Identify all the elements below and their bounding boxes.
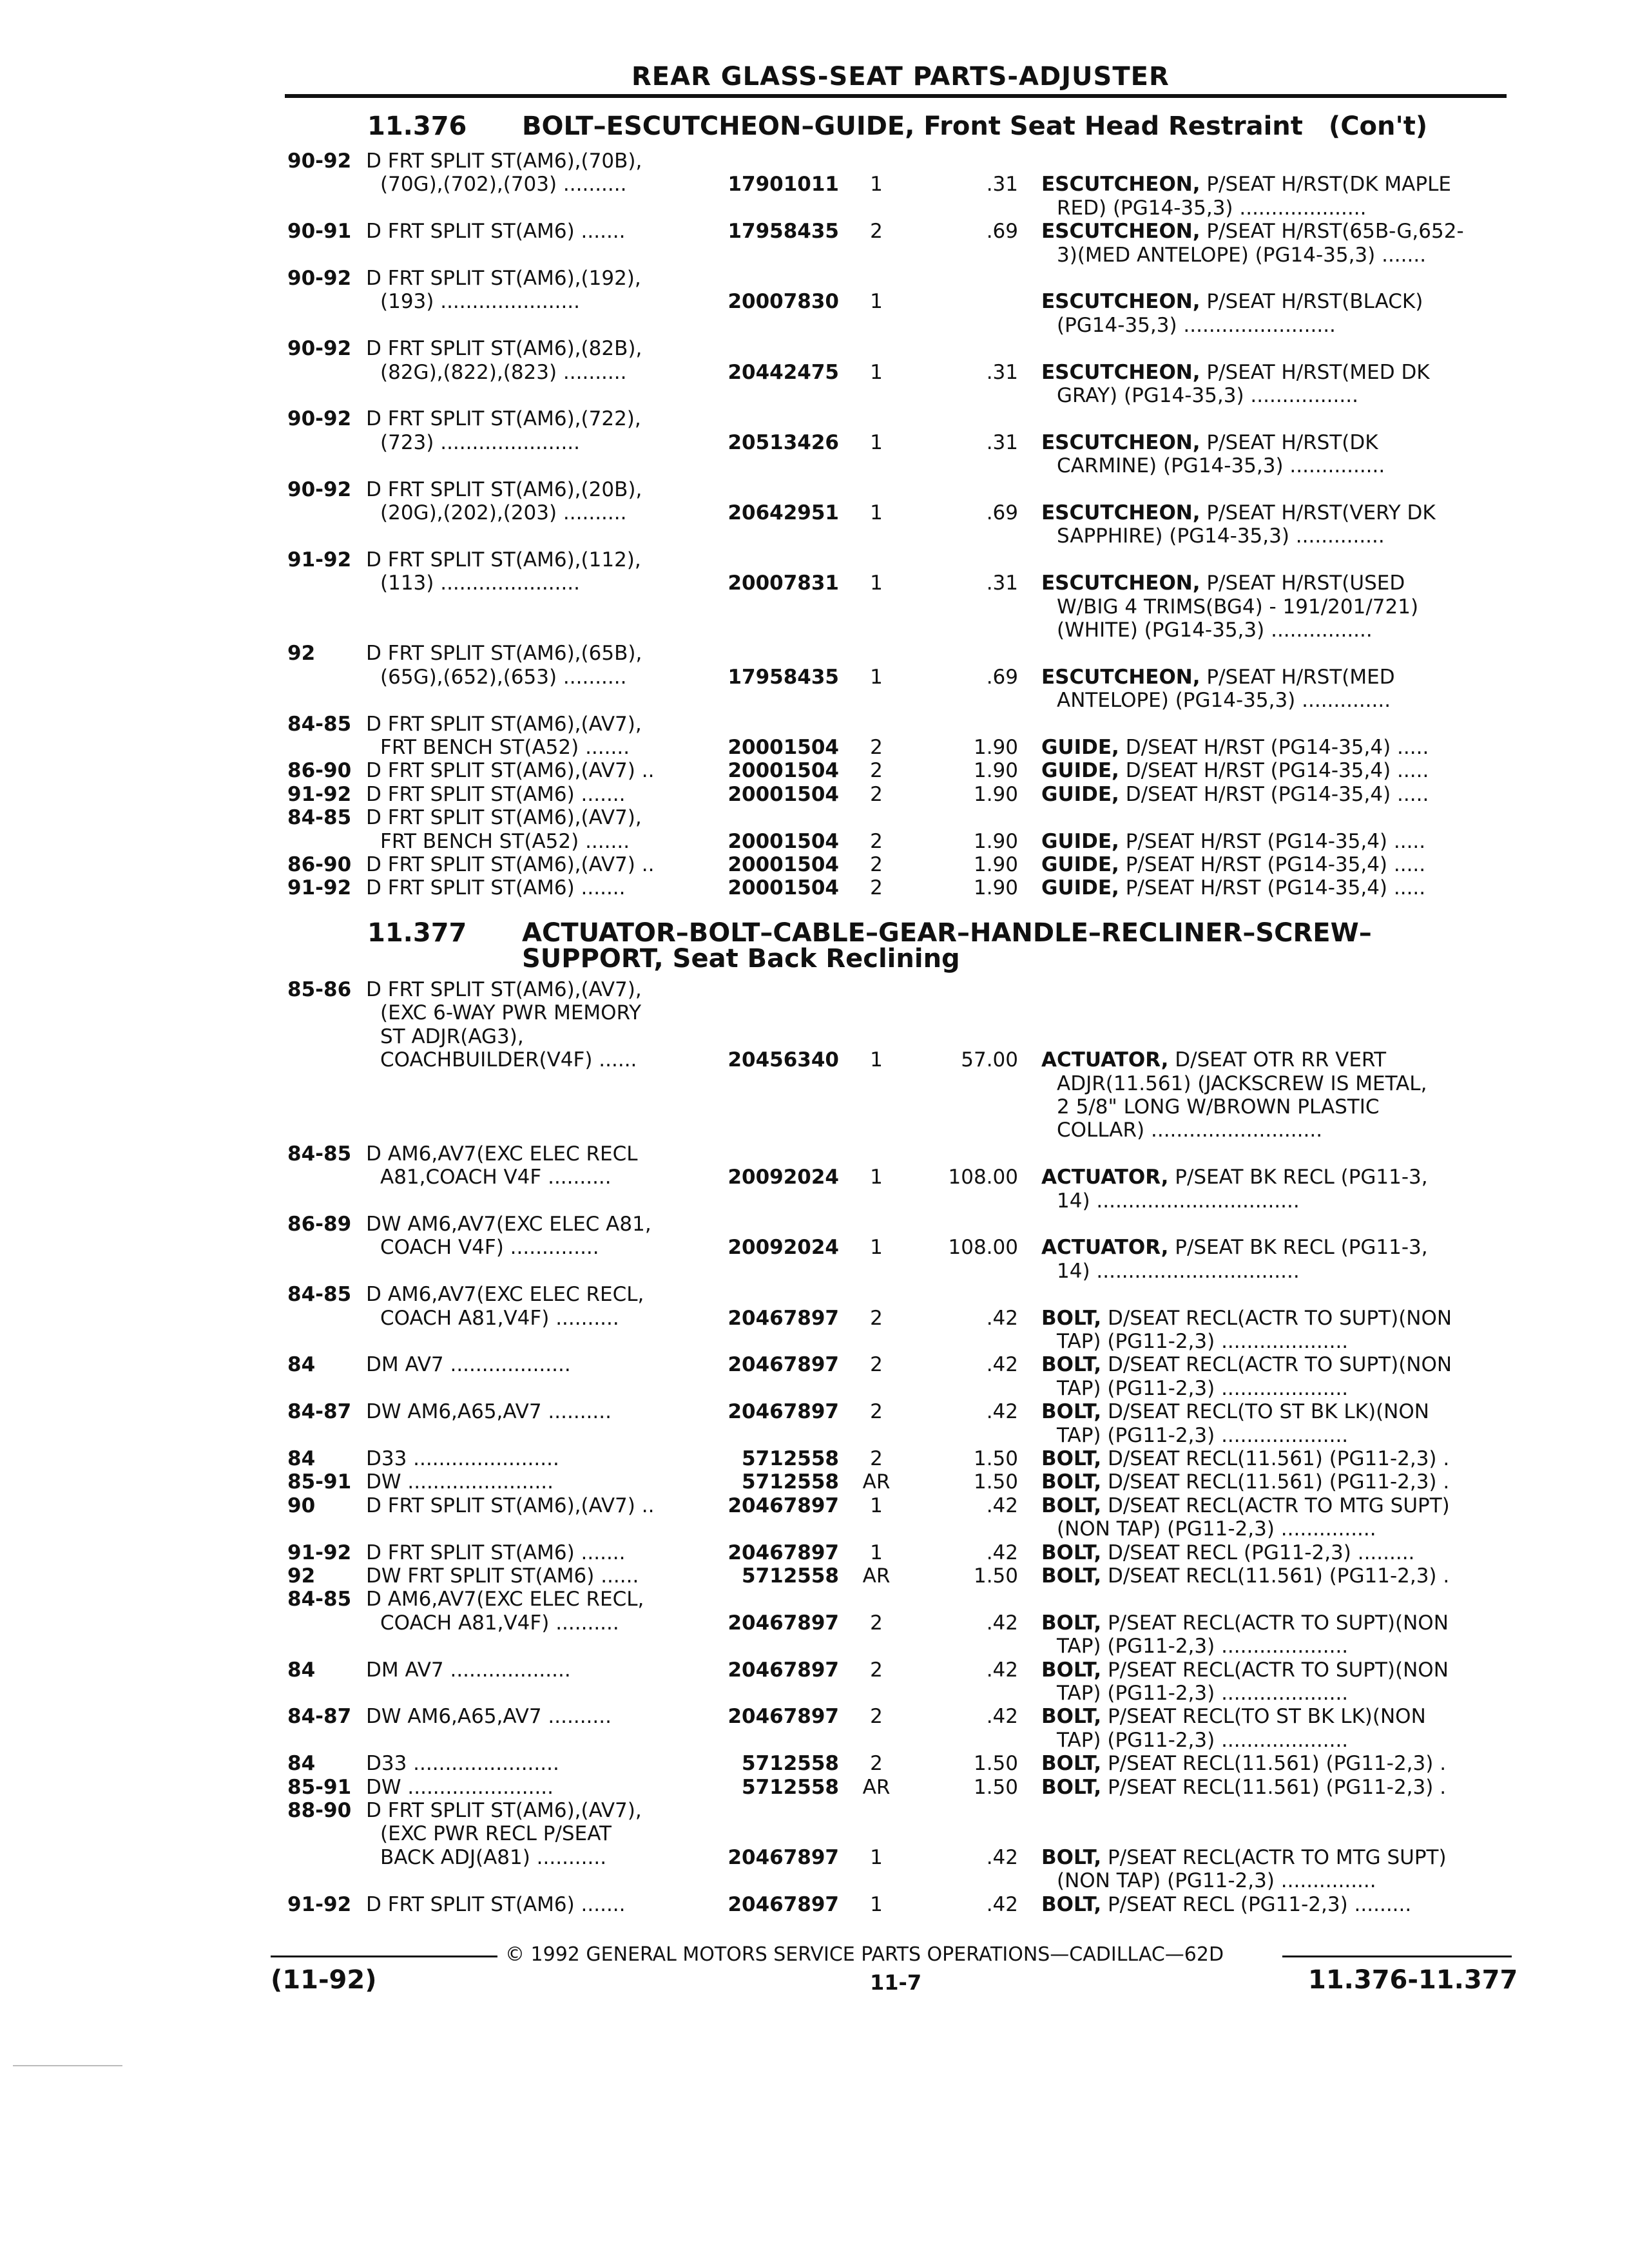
page-title: REAR GLASS-SEAT PARTS-ADJUSTER: [631, 62, 1170, 91]
part-name: BOLT, D/SEAT RECL(TO ST BK LK)(NON: [1041, 1400, 1429, 1424]
part-number: 20001504: [728, 829, 839, 853]
part-name: ACTUATOR, P/SEAT BK RECL (PG11-3,: [1041, 1236, 1428, 1260]
part-type: GUIDE,: [1041, 853, 1119, 876]
part-number: 20001504: [728, 853, 839, 876]
part-type: BOLT,: [1041, 1845, 1102, 1869]
part-name: BOLT, P/SEAT RECL(ACTR TO MTG SUPT): [1041, 1845, 1447, 1869]
year-range: 92: [287, 642, 316, 666]
quantity: AR: [862, 1470, 891, 1494]
price: .42: [986, 1658, 1018, 1682]
part-type: BOLT,: [1041, 1611, 1102, 1635]
part-name: ESCUTCHEON, P/SEAT H/RST(BLACK): [1041, 290, 1423, 314]
quantity: 2: [870, 829, 883, 853]
quantity: 1: [870, 1541, 883, 1564]
quantity: 1: [870, 1845, 883, 1869]
part-number: 20467897: [728, 1845, 839, 1869]
part-number: 5712558: [742, 1775, 839, 1799]
part-name: BOLT, P/SEAT RECL(ACTR TO SUPT)(NON: [1041, 1611, 1449, 1635]
part-name: BOLT, D/SEAT RECL (PG11-2,3) .........: [1041, 1541, 1415, 1564]
year-range: 84: [287, 1353, 316, 1377]
price: 1.90: [973, 876, 1018, 900]
part-number: 20467897: [728, 1306, 839, 1330]
price: .42: [986, 1400, 1018, 1424]
price: .42: [986, 1306, 1018, 1330]
part-number: 5712558: [742, 1752, 839, 1776]
price: 1.50: [973, 1564, 1018, 1588]
price: .31: [986, 360, 1018, 384]
quantity: 1: [870, 572, 883, 595]
part-name-continued: GRAY) (PG14-35,3) .................: [1057, 384, 1358, 407]
part-name: ESCUTCHEON, P/SEAT H/RST(VERY DK: [1041, 501, 1436, 524]
application-description: (20G),(202),(203) ..........: [380, 501, 627, 524]
part-number: 20467897: [728, 1705, 839, 1729]
section-title: BOLT–ESCUTCHEON–GUIDE, Front Seat Head Restraint: [522, 111, 1303, 141]
quantity: 2: [870, 1705, 883, 1729]
part-name: ACTUATOR, D/SEAT OTR RR VERT: [1041, 1048, 1387, 1072]
part-number: 17958435: [728, 665, 839, 689]
year-range: 84-85: [287, 806, 352, 830]
part-name-continued: RED) (PG14-35,3) ....................: [1057, 196, 1367, 220]
price: .42: [986, 1705, 1018, 1729]
price: 1.50: [973, 1470, 1018, 1494]
part-type: ESCUTCHEON,: [1041, 360, 1200, 384]
part-name: ESCUTCHEON, P/SEAT H/RST(MED: [1041, 665, 1395, 689]
application-description: D FRT SPLIT ST(AM6) .......: [366, 782, 626, 806]
price: .31: [986, 572, 1018, 595]
part-type: BOLT,: [1041, 1752, 1102, 1776]
quantity: 1: [870, 173, 883, 197]
part-name-continued: COLLAR) ...........................: [1057, 1119, 1323, 1142]
part-type: GUIDE,: [1041, 759, 1119, 783]
quantity: 1: [870, 430, 883, 454]
part-number: 20467897: [728, 1892, 839, 1916]
section-number: 11.377: [367, 918, 467, 948]
application-description: DW .......................: [366, 1775, 554, 1799]
price: .42: [986, 1892, 1018, 1916]
part-name: ESCUTCHEON, P/SEAT H/RST(USED: [1041, 572, 1405, 595]
part-name: GUIDE, D/SEAT H/RST (PG14-35,4) .....: [1041, 759, 1429, 783]
application-description: D FRT SPLIT ST(AM6) .......: [366, 876, 626, 900]
part-number: 17901011: [728, 173, 839, 197]
part-name-continued: 2 5/8" LONG W/BROWN PLASTIC: [1057, 1095, 1380, 1119]
application-description: D FRT SPLIT ST(AM6),(AV7),: [366, 1799, 642, 1822]
part-number: 20467897: [728, 1611, 839, 1635]
price: 1.90: [973, 736, 1018, 759]
price: 1.50: [973, 1752, 1018, 1776]
price: 57.00: [961, 1048, 1018, 1072]
application-description: D FRT SPLIT ST(AM6) .......: [366, 1892, 626, 1916]
part-name: BOLT, D/SEAT RECL(ACTR TO MTG SUPT): [1041, 1494, 1450, 1517]
footer-page-number: 11-7: [870, 1970, 922, 1995]
part-name-continued: 3)(MED ANTELOPE) (PG14-35,3) .......: [1057, 243, 1427, 267]
application-description: D AM6,AV7(EXC ELEC RECL,: [366, 1283, 644, 1307]
part-number: 20001504: [728, 759, 839, 783]
section-title-line2: SUPPORT, Seat Back Reclining: [522, 944, 960, 974]
part-name-continued: (NON TAP) (PG11-2,3) ...............: [1057, 1869, 1376, 1893]
application-description: D FRT SPLIT ST(AM6) .......: [366, 220, 626, 244]
part-name-continued: TAP) (PG11-2,3) ....................: [1057, 1423, 1349, 1447]
scan-artifact: [13, 2065, 122, 2066]
part-name-continued: 14) ................................: [1057, 1259, 1300, 1283]
part-type: ESCUTCHEON,: [1041, 665, 1200, 689]
part-name-continued: 14) ................................: [1057, 1189, 1300, 1213]
year-range: 92: [287, 1564, 316, 1588]
part-name-continued: TAP) (PG11-2,3) ....................: [1057, 1635, 1349, 1658]
year-range: 90: [287, 1494, 316, 1517]
application-description: D FRT SPLIT ST(AM6),(82B),: [366, 337, 642, 361]
application-description: FRT BENCH ST(A52) .......: [380, 829, 630, 853]
application-description: COACH A81,V4F) ..........: [380, 1306, 619, 1330]
application-description: (65G),(652),(653) ..........: [380, 665, 627, 689]
part-type: ACTUATOR,: [1041, 1236, 1169, 1260]
part-type: BOLT,: [1041, 1353, 1102, 1377]
year-range: 91-92: [287, 876, 352, 900]
part-name: BOLT, D/SEAT RECL(ACTR TO SUPT)(NON: [1041, 1353, 1452, 1377]
price: .42: [986, 1541, 1018, 1564]
part-number: 20467897: [728, 1353, 839, 1377]
part-name: BOLT, P/SEAT RECL(TO ST BK LK)(NON: [1041, 1705, 1426, 1729]
application-description: D FRT SPLIT ST(AM6),(AV7),: [366, 712, 642, 736]
footer-copyright: © 1992 GENERAL MOTORS SERVICE PARTS OPERATIONS—CADILLAC—62D: [505, 1943, 1224, 1966]
application-description: A81,COACH V4F ..........: [380, 1166, 612, 1189]
year-range: 84-85: [287, 712, 352, 736]
quantity: 2: [870, 876, 883, 900]
part-name: BOLT, P/SEAT RECL(11.561) (PG11-2,3) .: [1041, 1775, 1447, 1799]
application-description: D33 .......................: [366, 1447, 559, 1470]
part-number: 20467897: [728, 1400, 839, 1424]
application-description: (70G),(702),(703) ..........: [380, 173, 627, 197]
part-name-continued: (PG14-35,3) ........................: [1057, 313, 1336, 337]
part-name: BOLT, D/SEAT RECL(11.561) (PG11-2,3) .: [1041, 1447, 1450, 1470]
quantity: 1: [870, 360, 883, 384]
quantity: 2: [870, 1658, 883, 1682]
application-description: DW .......................: [366, 1470, 554, 1494]
part-type: ESCUTCHEON,: [1041, 501, 1200, 524]
application-description: D FRT SPLIT ST(AM6),(722),: [366, 407, 641, 431]
year-range: 84-85: [287, 1142, 352, 1166]
price: .69: [986, 501, 1018, 524]
quantity: 1: [870, 501, 883, 524]
quantity: 2: [870, 736, 883, 759]
part-number: 5712558: [742, 1564, 839, 1588]
part-type: ESCUTCHEON,: [1041, 572, 1200, 595]
year-range: 91-92: [287, 548, 352, 572]
part-name: BOLT, D/SEAT RECL(ACTR TO SUPT)(NON: [1041, 1306, 1452, 1330]
year-range: 88-90: [287, 1799, 352, 1822]
price: .42: [986, 1494, 1018, 1517]
application-description: D FRT SPLIT ST(AM6),(65B),: [366, 642, 642, 666]
application-description: D FRT SPLIT ST(AM6),(AV7) ..: [366, 853, 655, 876]
price: .42: [986, 1353, 1018, 1377]
part-type: ACTUATOR,: [1041, 1166, 1169, 1189]
part-type: GUIDE,: [1041, 736, 1119, 759]
quantity: 2: [870, 1447, 883, 1470]
quantity: 2: [870, 759, 883, 783]
application-description: COACHBUILDER(V4F) ......: [380, 1048, 637, 1072]
year-range: 84-85: [287, 1588, 352, 1611]
year-range: 84-87: [287, 1400, 352, 1424]
part-type: BOLT,: [1041, 1494, 1102, 1517]
year-range: 86-90: [287, 853, 352, 876]
part-name-continued: TAP) (PG11-2,3) ....................: [1057, 1728, 1349, 1752]
application-description: DM AV7 ...................: [366, 1353, 571, 1377]
quantity: 1: [870, 665, 883, 689]
application-description: D FRT SPLIT ST(AM6),(70B),: [366, 149, 642, 173]
quantity: 2: [870, 782, 883, 806]
part-type: GUIDE,: [1041, 829, 1119, 853]
part-type: BOLT,: [1041, 1400, 1102, 1424]
part-number: 17958435: [728, 220, 839, 244]
year-range: 90-92: [287, 267, 352, 290]
part-number: 20513426: [728, 430, 839, 454]
part-number: 20001504: [728, 782, 839, 806]
price: .31: [986, 430, 1018, 454]
part-number: 20092024: [728, 1166, 839, 1189]
part-number: 20001504: [728, 876, 839, 900]
year-range: 86-89: [287, 1213, 352, 1236]
application-description: COACH A81,V4F) ..........: [380, 1611, 619, 1635]
part-type: ESCUTCHEON,: [1041, 220, 1200, 244]
part-name-continued: W/BIG 4 TRIMS(BG4) - 191/201/721): [1057, 595, 1419, 619]
part-name: ACTUATOR, P/SEAT BK RECL (PG11-3,: [1041, 1166, 1428, 1189]
application-description: (82G),(822),(823) ..........: [380, 360, 627, 384]
part-name-continued: (WHITE) (PG14-35,3) ................: [1057, 619, 1373, 642]
part-name-continued: TAP) (PG11-2,3) ....................: [1057, 1682, 1349, 1705]
section-cont: (Con't): [1328, 111, 1428, 141]
part-name-continued: TAP) (PG11-2,3) ....................: [1057, 1376, 1349, 1400]
part-number: 20092024: [728, 1236, 839, 1260]
application-description: D FRT SPLIT ST(AM6),(AV7),: [366, 806, 642, 830]
year-range: 84: [287, 1447, 316, 1470]
year-range: 91-92: [287, 1892, 352, 1916]
part-number: 20456340: [728, 1048, 839, 1072]
part-type: ACTUATOR,: [1041, 1048, 1169, 1072]
part-number: 20442475: [728, 360, 839, 384]
part-name: GUIDE, D/SEAT H/RST (PG14-35,4) .....: [1041, 782, 1429, 806]
application-description: DW FRT SPLIT ST(AM6) ......: [366, 1564, 639, 1588]
application-description: (EXC 6-WAY PWR MEMORY: [380, 1001, 642, 1025]
part-name: GUIDE, D/SEAT H/RST (PG14-35,4) .....: [1041, 736, 1429, 759]
year-range: 90-91: [287, 220, 352, 244]
year-range: 84: [287, 1752, 316, 1776]
price: .69: [986, 665, 1018, 689]
section-title-line1: ACTUATOR–BOLT–CABLE–GEAR–HANDLE–RECLINER–SCREW–: [522, 918, 1372, 948]
quantity: 2: [870, 1353, 883, 1377]
header-rule: [285, 94, 1507, 98]
application-description: (723) ......................: [380, 430, 580, 454]
quantity: 1: [870, 1166, 883, 1189]
application-description: (113) ......................: [380, 572, 580, 595]
year-range: 85-91: [287, 1470, 352, 1494]
year-range: 84-87: [287, 1705, 352, 1729]
part-type: BOLT,: [1041, 1705, 1102, 1729]
quantity: 1: [870, 290, 883, 314]
application-description: BACK ADJ(A81) ...........: [380, 1845, 607, 1869]
application-description: FRT BENCH ST(A52) .......: [380, 736, 630, 759]
quantity: 2: [870, 1306, 883, 1330]
part-number: 20467897: [728, 1494, 839, 1517]
application-description: DW AM6,AV7(EXC ELEC A81,: [366, 1213, 651, 1236]
quantity: AR: [862, 1564, 891, 1588]
part-type: GUIDE,: [1041, 782, 1119, 806]
application-description: D FRT SPLIT ST(AM6),(AV7) ..: [366, 759, 655, 783]
part-name: ESCUTCHEON, P/SEAT H/RST(DK MAPLE: [1041, 173, 1451, 197]
footer-rule-left: [271, 1956, 497, 1957]
year-range: 84-85: [287, 1283, 352, 1307]
part-type: BOLT,: [1041, 1564, 1102, 1588]
part-name: GUIDE, P/SEAT H/RST (PG14-35,4) .....: [1041, 853, 1426, 876]
part-name: BOLT, P/SEAT RECL (PG11-2,3) .........: [1041, 1892, 1412, 1916]
footer-section-range: 11.376-11.377: [1308, 1965, 1518, 1995]
quantity: 1: [870, 1494, 883, 1517]
quantity: 2: [870, 1611, 883, 1635]
year-range: 84: [287, 1658, 316, 1682]
part-type: ESCUTCHEON,: [1041, 173, 1200, 197]
application-description: (193) ......................: [380, 290, 580, 314]
year-range: 90-92: [287, 337, 352, 361]
price: 108.00: [948, 1236, 1018, 1260]
part-number: 20001504: [728, 736, 839, 759]
part-type: BOLT,: [1041, 1658, 1102, 1682]
footer-rule-right: [1282, 1956, 1512, 1957]
application-description: D FRT SPLIT ST(AM6),(AV7),: [366, 978, 642, 1001]
price: 1.50: [973, 1775, 1018, 1799]
quantity: 2: [870, 220, 883, 244]
price: .42: [986, 1845, 1018, 1869]
part-type: BOLT,: [1041, 1306, 1102, 1330]
price: .31: [986, 173, 1018, 197]
year-range: 91-92: [287, 1541, 352, 1564]
part-name: BOLT, P/SEAT RECL(ACTR TO SUPT)(NON: [1041, 1658, 1449, 1682]
application-description: (EXC PWR RECL P/SEAT: [380, 1822, 612, 1846]
part-name-continued: TAP) (PG11-2,3) ....................: [1057, 1330, 1349, 1353]
price: 1.50: [973, 1447, 1018, 1470]
application-description: D FRT SPLIT ST(AM6) .......: [366, 1541, 626, 1564]
application-description: D FRT SPLIT ST(AM6),(112),: [366, 548, 641, 572]
application-description: D33 .......................: [366, 1752, 559, 1776]
quantity: AR: [862, 1775, 891, 1799]
part-number: 20007831: [728, 572, 839, 595]
year-range: 85-91: [287, 1775, 352, 1799]
price: 1.90: [973, 853, 1018, 876]
part-type: GUIDE,: [1041, 876, 1119, 900]
quantity: 1: [870, 1892, 883, 1916]
quantity: 1: [870, 1236, 883, 1260]
section-heading-11-376: [367, 113, 1427, 139]
part-type: BOLT,: [1041, 1892, 1102, 1916]
part-type: ESCUTCHEON,: [1041, 290, 1200, 314]
year-range: 90-92: [287, 149, 352, 173]
part-number: 5712558: [742, 1447, 839, 1470]
part-number: 20467897: [728, 1541, 839, 1564]
part-type: BOLT,: [1041, 1447, 1102, 1470]
year-range: 85-86: [287, 978, 352, 1001]
application-description: D FRT SPLIT ST(AM6),(AV7) ..: [366, 1494, 655, 1517]
part-name: GUIDE, P/SEAT H/RST (PG14-35,4) .....: [1041, 829, 1426, 853]
part-name: BOLT, D/SEAT RECL(11.561) (PG11-2,3) .: [1041, 1564, 1450, 1588]
part-name: ESCUTCHEON, P/SEAT H/RST(DK: [1041, 430, 1378, 454]
part-name: ESCUTCHEON, P/SEAT H/RST(MED DK: [1041, 360, 1430, 384]
part-name-continued: SAPPHIRE) (PG14-35,3) ..............: [1057, 524, 1385, 548]
part-number: 20467897: [728, 1658, 839, 1682]
year-range: 86-90: [287, 759, 352, 783]
application-description: D FRT SPLIT ST(AM6),(192),: [366, 267, 641, 290]
part-number: 5712558: [742, 1470, 839, 1494]
part-type: BOLT,: [1041, 1775, 1102, 1799]
application-description: D AM6,AV7(EXC ELEC RECL: [366, 1142, 638, 1166]
quantity: 2: [870, 1400, 883, 1424]
part-name: BOLT, P/SEAT RECL(11.561) (PG11-2,3) .: [1041, 1752, 1447, 1776]
application-description: D AM6,AV7(EXC ELEC RECL,: [366, 1588, 644, 1611]
price: 1.90: [973, 782, 1018, 806]
part-number: 20007830: [728, 290, 839, 314]
application-description: DW AM6,A65,AV7 ..........: [366, 1400, 612, 1424]
quantity: 2: [870, 853, 883, 876]
part-name-continued: ANTELOPE) (PG14-35,3) ..............: [1057, 689, 1391, 713]
part-number: 20642951: [728, 501, 839, 524]
section-heading-11-377: [367, 920, 1372, 972]
part-type: BOLT,: [1041, 1470, 1102, 1494]
part-name: GUIDE, P/SEAT H/RST (PG14-35,4) .....: [1041, 876, 1426, 900]
price: .69: [986, 220, 1018, 244]
quantity: 1: [870, 1048, 883, 1072]
section-number: 11.376: [367, 111, 467, 141]
application-description: ST ADJR(AG3),: [380, 1024, 524, 1048]
part-name: BOLT, D/SEAT RECL(11.561) (PG11-2,3) .: [1041, 1470, 1450, 1494]
year-range: 90-92: [287, 407, 352, 431]
part-name-continued: CARMINE) (PG14-35,3) ...............: [1057, 454, 1385, 478]
year-range: 90-92: [287, 477, 352, 501]
application-description: COACH V4F) ..............: [380, 1236, 599, 1260]
application-description: DM AV7 ...................: [366, 1658, 571, 1682]
price: .42: [986, 1611, 1018, 1635]
part-name-continued: ADJR(11.561) (JACKSCREW IS METAL,: [1057, 1072, 1427, 1095]
application-description: DW AM6,A65,AV7 ..........: [366, 1705, 612, 1729]
part-name-continued: (NON TAP) (PG11-2,3) ...............: [1057, 1517, 1376, 1541]
part-name: ESCUTCHEON, P/SEAT H/RST(65B-G,652-: [1041, 220, 1464, 244]
part-type: BOLT,: [1041, 1541, 1102, 1564]
footer-date: (11-92): [271, 1965, 377, 1995]
price: 1.90: [973, 759, 1018, 783]
year-range: 91-92: [287, 782, 352, 806]
quantity: 2: [870, 1752, 883, 1776]
price: 108.00: [948, 1166, 1018, 1189]
part-type: ESCUTCHEON,: [1041, 430, 1200, 454]
application-description: D FRT SPLIT ST(AM6),(20B),: [366, 477, 642, 501]
price: 1.90: [973, 829, 1018, 853]
